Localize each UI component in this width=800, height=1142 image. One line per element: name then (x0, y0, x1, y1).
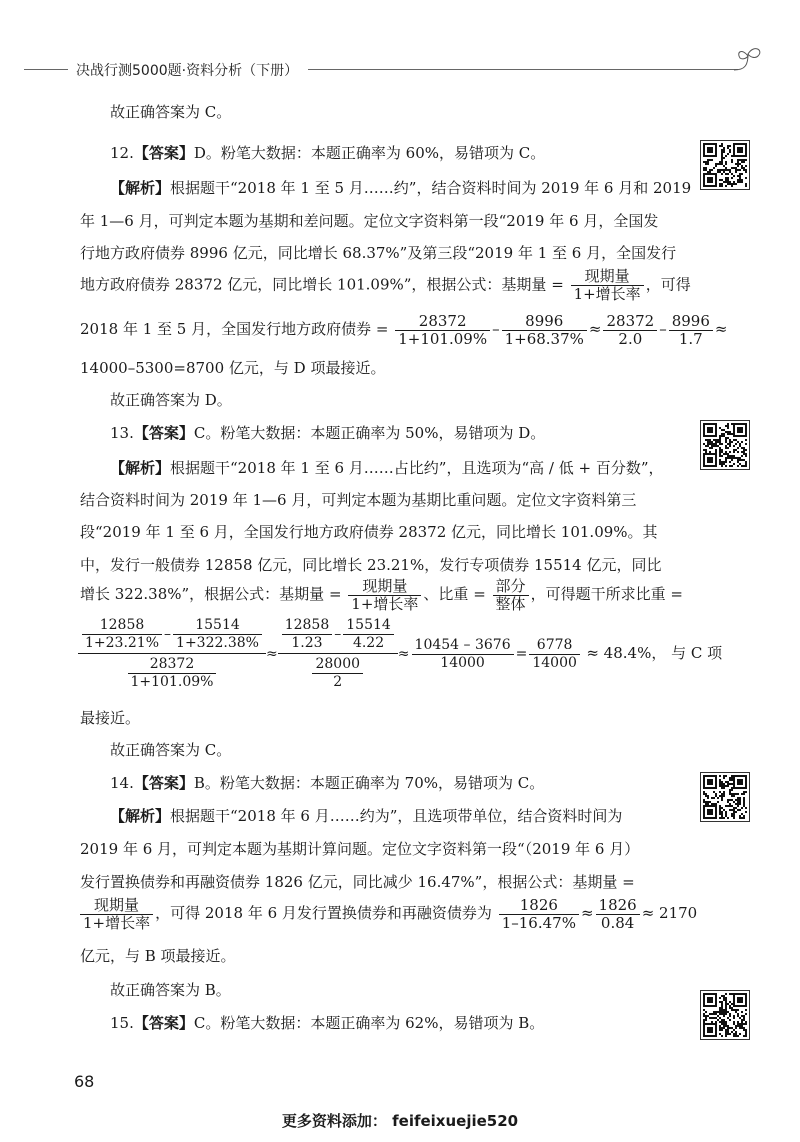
body-line: 最接近。 (80, 709, 141, 727)
analysis-line (110, 458, 664, 478)
qr-code-icon (700, 772, 750, 822)
numerator: 28000 (312, 656, 363, 674)
fraction-share-formula (493, 578, 529, 613)
sprout-leaf-icon (730, 46, 770, 74)
formula-line (80, 575, 683, 613)
answer-line-q15 (110, 1013, 544, 1033)
operator: – (659, 320, 667, 338)
denominator: 1+101.09% (398, 329, 488, 348)
answer-line-q12 (110, 143, 545, 163)
compound-numerator (278, 617, 398, 654)
question-number: 12. (110, 144, 134, 162)
denominator: 1.7 (678, 329, 703, 348)
body-text: ≈ 2170 (641, 904, 698, 922)
answer-text: C。粉笔大数据：本题正确率为 62%，易错项为 B。 (193, 1014, 545, 1032)
body-text: 增长 322.38%”，根据公式：基期量 = (80, 585, 342, 603)
numerator: 6778 (529, 637, 580, 655)
answer-text: B。粉笔大数据：本题正确率为 70%，易错项为 C。 (193, 774, 545, 792)
denominator: 14000 (440, 654, 485, 671)
answer-text: C。粉笔大数据：本题正确率为 50%，易错项为 D。 (193, 424, 546, 442)
body-text: 、比重 = (423, 585, 486, 603)
analysis-tag: 【解析】 (110, 179, 171, 197)
body-line: 14000–5300=8700 亿元，与 D 项最接近。 (80, 359, 386, 377)
body-line: 段“2019 年 1 至 6 月，全国发行地方政府债券 28372 亿元，同比增长 101.09%。其 (80, 523, 658, 541)
operator: – (492, 320, 500, 338)
analysis-text: 根据题干“2018 年 1 至 5 月……约”，结合资料时间为 2019 年 6 月和 2019 (170, 179, 692, 197)
header-rule (308, 69, 738, 70)
fraction (173, 617, 262, 652)
analysis-text: 根据题干“2018 年 6 月……约为”，且选项带单位，结合资料时间为 (170, 807, 623, 825)
body-line: 行地方政府债券 8996 亿元，同比增长 68.37%”及第三段“2019 年 1 至 6 月，全国发行 (80, 244, 677, 262)
numerator: 部分 (493, 578, 529, 596)
denominator: 1+增长率 (351, 594, 419, 613)
operator: – (164, 626, 172, 643)
numerator: 8996 (669, 313, 713, 331)
body-line: 结合资料时间为 2019 年 1—6 月，可判定本题为基期比重问题。定位文字资料第三 (80, 491, 637, 509)
formula-line (80, 310, 727, 348)
fraction (529, 637, 580, 672)
numerator: 8996 (502, 313, 587, 331)
analysis-tag: 【解析】 (110, 459, 171, 477)
compound-denominator (78, 654, 266, 691)
analysis-text: 根据题干“2018 年 1 至 6 月……占比约”，且选项为“高 / 低 + 百分数”， (170, 459, 664, 477)
operator: ≈ (580, 904, 594, 922)
answer-tag: 【答案】 (133, 1014, 194, 1032)
denominator: 1+101.09% (130, 674, 214, 690)
body-text: 地方政府债券 28372 亿元，同比增长 101.09%”，根据公式：基期量 = (80, 275, 564, 294)
fraction (502, 313, 587, 348)
operator: – (334, 626, 342, 643)
compound-fraction (78, 617, 722, 691)
body-line: 发行置换债券和再融资债券 1826 亿元，同比减少 16.47%”，根据公式：基期量 = (80, 873, 635, 891)
numerator: 12858 (82, 617, 162, 635)
compound-denominator (278, 654, 398, 691)
fraction (603, 313, 657, 348)
body-line: 故正确答案为 B。 (110, 981, 231, 999)
compound-fraction-1 (78, 617, 266, 691)
qr-code-icon (700, 140, 750, 190)
answer-line-q13 (110, 423, 545, 443)
fraction-base-formula (571, 268, 644, 303)
body-line: 故正确答案为 D。 (110, 391, 232, 409)
body-line: 年 1—6 月，可判定本题为基期和差问题。定位文字资料第一段“2019 年 6 月，全国发 (80, 212, 659, 230)
qr-code-icon (700, 990, 750, 1040)
analysis-line (110, 806, 622, 826)
operator: ≈ (265, 646, 278, 662)
analysis-line (110, 178, 691, 198)
numerator: 现期量 (80, 897, 153, 915)
denominator: 14000 (532, 654, 577, 671)
fraction (395, 313, 490, 348)
fraction (282, 617, 333, 652)
compound-numerator (78, 617, 266, 654)
denominator: 1.23 (291, 635, 323, 651)
answer-tag: 【答案】 (133, 144, 194, 162)
answer-line-q14 (110, 773, 544, 793)
operator: ≈ (714, 320, 728, 338)
analysis-tag: 【解析】 (110, 807, 171, 825)
denominator: 1–16.47% (501, 913, 576, 932)
denominator: 1+增长率 (573, 285, 641, 303)
body-line: 故正确答案为 C。 (110, 741, 232, 759)
question-number: 15. (110, 1014, 134, 1032)
footer-note: 更多资料添加： feifeixuejie520 (281, 1112, 519, 1130)
numerator: 28372 (395, 313, 490, 331)
denominator: 1+23.21% (85, 635, 160, 651)
fraction (499, 897, 579, 932)
question-number: 13. (110, 424, 134, 442)
body-text: ≈ 48.4%， 与 C 项 (586, 644, 723, 662)
fraction (82, 617, 162, 652)
body-line: 亿元，与 B 项最接近。 (80, 947, 236, 965)
body-text: ，可得题干所求比重 = (530, 585, 683, 603)
body-text: 2018 年 1 至 5 月，全国发行地方政府债券 = (80, 320, 389, 338)
denominator: 整体 (495, 594, 526, 613)
denominator: 1+322.38% (176, 635, 259, 651)
numerator: 现期量 (571, 268, 644, 286)
compound-fraction-2 (278, 617, 398, 691)
formula-line (80, 893, 697, 933)
numerator: 1826 (499, 897, 579, 915)
fraction (412, 637, 514, 672)
fraction-base-formula (348, 578, 421, 613)
body-line: 故正确答案为 C。 (110, 103, 232, 121)
fraction (596, 897, 640, 932)
answer-tag: 【答案】 (133, 774, 194, 792)
denominator: 2.0 (618, 329, 643, 348)
fraction (128, 656, 217, 691)
body-line: 2019 年 6 月，可判定本题为基期计算问题。定位文字资料第一段“（2019 年 6 月） (80, 840, 640, 858)
header-rule (24, 69, 68, 70)
page-number: 68 (74, 1072, 95, 1091)
operator: ≈ (588, 320, 602, 338)
operator: ≈ (397, 646, 410, 662)
fraction (669, 313, 713, 348)
operator: = (515, 646, 528, 662)
numerator: 10454 – 3676 (412, 637, 514, 655)
body-text: ，可得 2018 年 6 月发行置换债券和再融资债券为 (155, 904, 492, 922)
numerator: 28372 (603, 313, 657, 331)
numerator: 1826 (596, 897, 640, 915)
formula-line (80, 268, 691, 303)
running-header-title: 决战行测5000题·资料分析（下册） (76, 63, 299, 79)
body-line: 中，发行一般债券 12858 亿元，同比增长 23.21%，发行专项债券 15514 亿元，同比 (80, 556, 662, 574)
answer-tag: 【答案】 (133, 424, 194, 442)
body-text: ，可得 (645, 275, 691, 294)
numerator: 15514 (173, 617, 262, 635)
denominator: 1+68.37% (504, 329, 584, 348)
numerator: 15514 (343, 617, 394, 635)
qr-code-icon (700, 420, 750, 470)
denominator: 1+增长率 (83, 913, 151, 932)
denominator: 2 (333, 674, 343, 690)
question-number: 14. (110, 774, 134, 792)
fraction (343, 617, 394, 652)
numerator: 28372 (128, 656, 217, 674)
numerator: 现期量 (348, 578, 421, 596)
denominator: 0.84 (600, 913, 635, 932)
fraction-base-formula (80, 897, 153, 932)
numerator: 12858 (282, 617, 333, 635)
fraction (312, 656, 363, 691)
answer-text: D。粉笔大数据：本题正确率为 60%，易错项为 C。 (193, 144, 546, 162)
denominator: 4.22 (352, 635, 385, 651)
